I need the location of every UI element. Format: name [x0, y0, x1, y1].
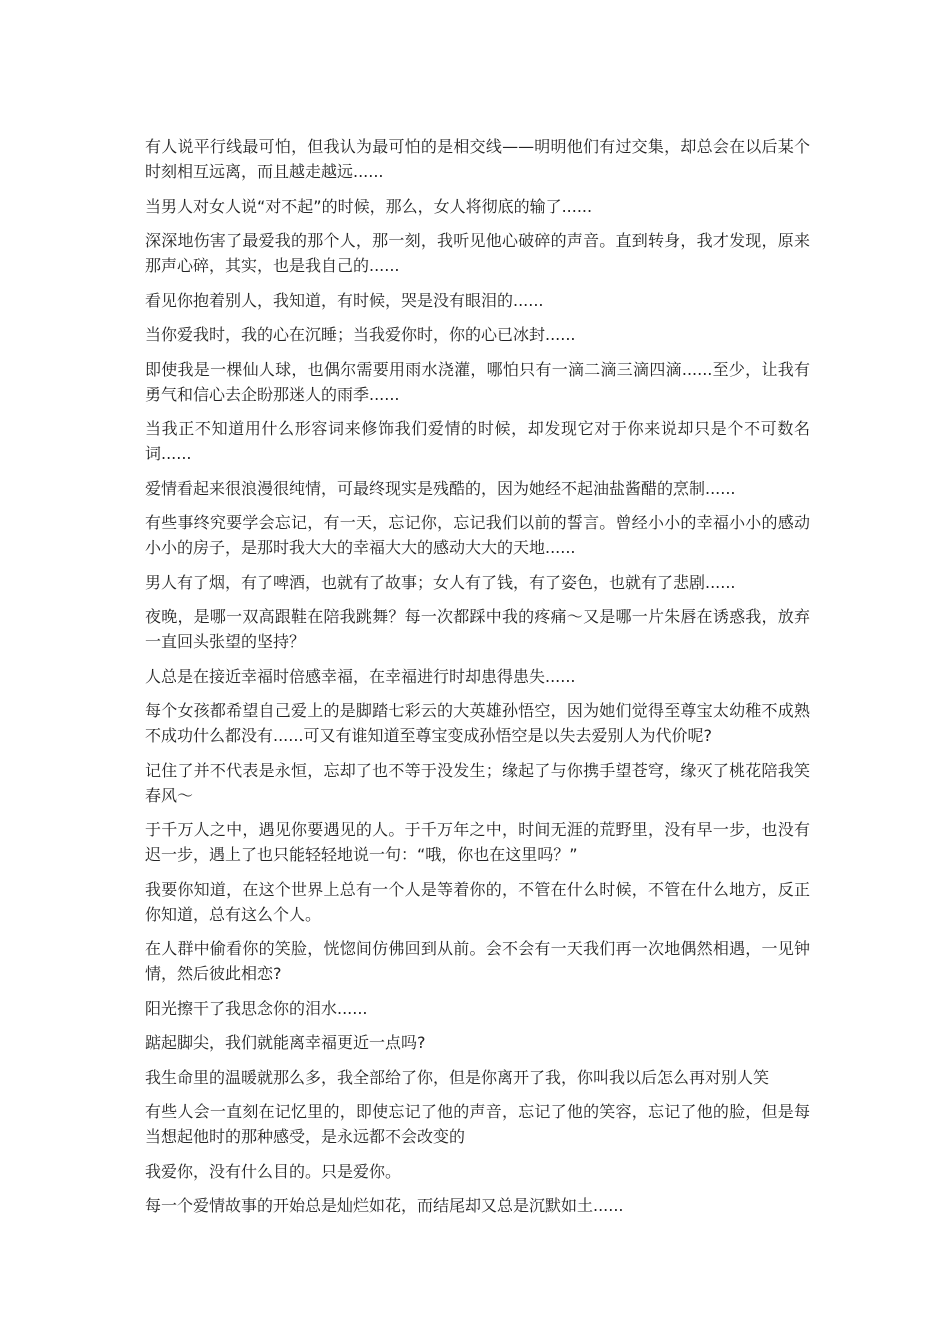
paragraph: 有些人会一直刻在记忆里的，即使忘记了他的声音，忘记了他的笑容，忘记了他的脸，但是每当想起他时的那种感受，是永远都不会改变的 [145, 1102, 810, 1146]
paragraph: 阳光擦干了我思念你的泪水...... [145, 998, 368, 1018]
document-body [145, 134, 810, 1228]
paragraph: 记住了并不代表是永恒，忘却了也不等于没发生；缘起了与你携手望苍穹，缘灭了桃花陪我笑春风～ [145, 760, 810, 805]
paragraph: 即使我是一棵仙人球，也偶尔需要用雨水浇灌，哪怕只有一滴二滴三滴四滴......至少，让我有勇气和信心去企盼那迷人的雨季...... [145, 359, 810, 404]
paragraph: 我要你知道，在这个世界上总有一个人是等着你的，不管在什么时候，不管在什么地方，反正你知道，总有这么个人。 [145, 879, 810, 924]
paragraph: 每个女孩都希望自己爱上的是脚踏七彩云的大英雄孙悟空，因为她们觉得至尊宝太幼稚不成熟不成功什么都没有......可又有谁知道至尊宝变成孙悟空是以失去爱别人为代价呢? [145, 701, 810, 745]
paragraph: 有人说平行线最可怕，但我认为最可怕的是相交线——明明他们有过交集，却总会在以后某个时刻相互远离，而且越走越远...... [145, 137, 810, 181]
paragraph: 人总是在接近幸福时倍感幸福，在幸福进行时却患得患失...... [145, 666, 576, 686]
paragraph: 我爱你，没有什么目的。只是爱你。 [145, 1161, 402, 1181]
paragraph: 有些事终究要学会忘记，有一天，忘记你，忘记我们以前的誓言。曾经小小的幸福小小的感动小小的房子，是那时我大大的幸福大大的感动大大的天地...... [145, 513, 810, 557]
paragraph: 看见你抱着别人，我知道，有时候，哭是没有眼泪的...... [145, 290, 544, 310]
paragraph: 当你爱我时，我的心在沉睡；当我爱你时，你的心已冰封...... [145, 325, 576, 344]
paragraph: 踮起脚尖，我们就能离幸福更近一点吗? [145, 1033, 426, 1052]
paragraph: 夜晚，是哪一双高跟鞋在陪我跳舞？每一次都踩中我的疼痛～又是哪一片朱唇在诱惑我，放弃一直回头张望的坚持？ [145, 607, 810, 651]
paragraph: 每一个爱情故事的开始总是灿烂如花，而结尾却又总是沉默如土...... [145, 1196, 624, 1215]
paragraph: 在人群中偷看你的笑脸，恍惚间仿佛回到从前。会不会有一天我们再一次地偶然相遇，一见钟情，然后彼此相恋? [145, 939, 810, 983]
paragraph: 我生命里的温暖就那么多，我全部给了你，但是你离开了我，你叫我以后怎么再对别人笑 [145, 1067, 770, 1087]
paragraph: 男人有了烟，有了啤酒，也就有了故事；女人有了钱，有了姿色，也就有了悲剧...... [145, 572, 736, 592]
paragraph: 爱情看起来很浪漫很纯情，可最终现实是残酷的，因为她经不起油盐酱醋的烹制...... [145, 478, 736, 498]
paragraph: 于千万人之中，遇见你要遇见的人。于千万年之中，时间无涯的荒野里，没有早一步，也没有迟一步，遇上了也只能轻轻地说一句：“哦，你也在这里吗？” [145, 820, 810, 864]
paragraph: 深深地伤害了最爱我的那个人，那一刻，我听见他心破碎的声音。直到转身，我才发现，原来那声心碎，其实，也是我自己的...... [145, 231, 810, 275]
paragraph: 当男人对女人说“对不起”的时候，那么，女人将彻底的输了...... [145, 196, 593, 216]
paragraph: 当我正不知道用什么形容词来修饰我们爱情的时候，却发现它对于你来说却只是个不可数名词...... [145, 419, 810, 463]
